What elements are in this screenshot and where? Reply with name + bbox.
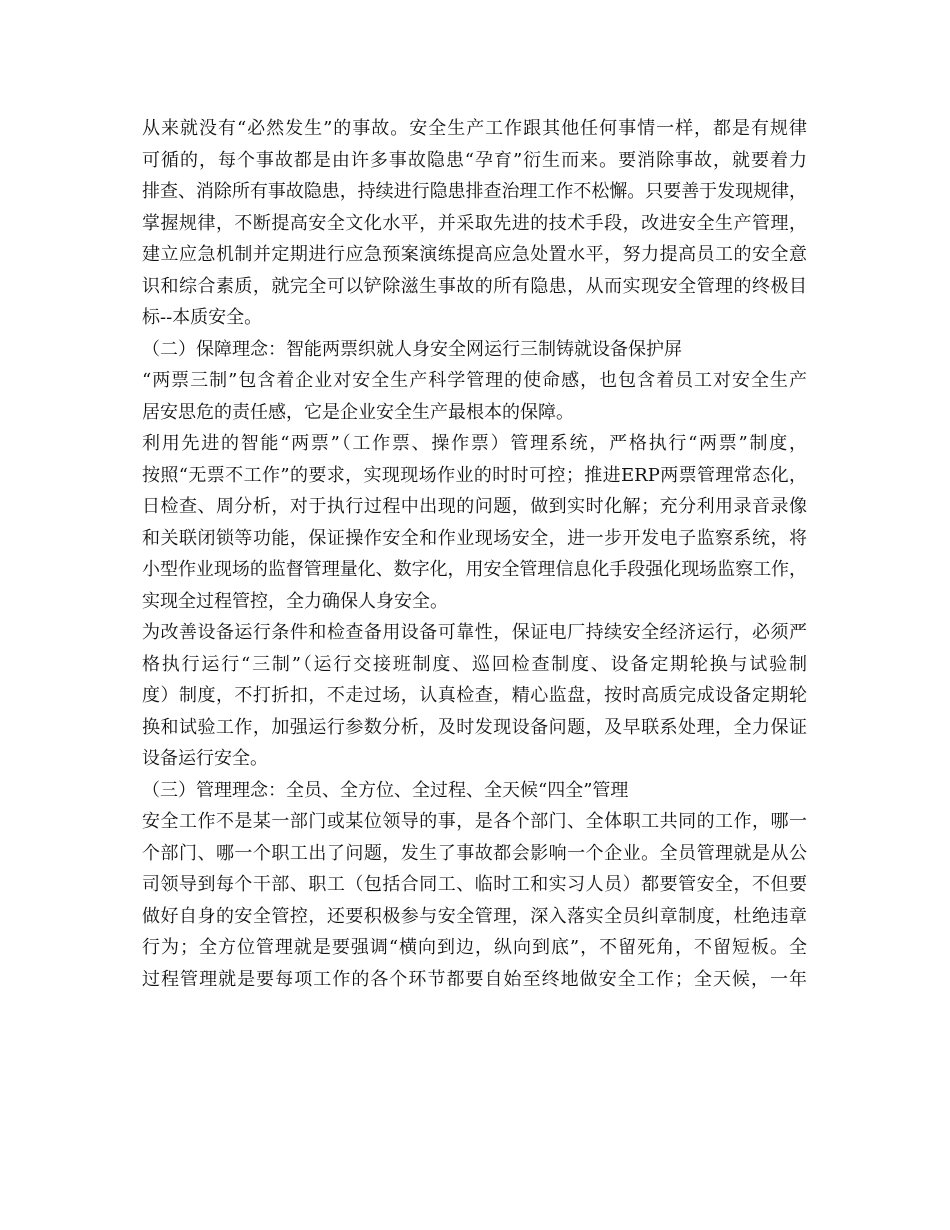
- document-line: 实现全过程管控，全力确保人身安全。: [142, 590, 448, 612]
- document-line: 格执行运行“三制”（运行交接班制度、巡回检查制度、设备定期轮换与试验制: [142, 653, 807, 675]
- document-line: 日检查、周分析，对于执行过程中出现的问题，做到实时化解；充分利用录音录像: [142, 496, 807, 517]
- document-line: 做好自身的安全管控，还要积极参与安全管理，深入落实全员纠章制度，杜绝违章: [142, 905, 807, 927]
- document-line: （二）保障理念：智能两票织就人身安全网运行三制铸就设备保护屏: [142, 338, 682, 360]
- document-line: 为改善设备运行条件和检查备用设备可靠性，保证电厂持续安全经济运行，必须严: [142, 622, 807, 643]
- document-line: 个部门、哪一个职工出了问题，发生了事故都会影响一个企业。全员管理就是从公: [142, 842, 807, 864]
- document-line: 按照“无票不工作”的要求，实现现场作业的时时可控；推进ERP两票管理常态化，: [142, 464, 807, 486]
- document-line: 利用先进的智能“两票”（工作票、操作票）管理系统，严格执行“两票”制度，: [142, 433, 807, 454]
- document-line: 建立应急机制并定期进行应急预案演练提高应急处置水平，努力提高员工的安全意: [142, 244, 807, 265]
- document-line: 司领导到每个干部、职工（包括合同工、临时工和实习人员）都要管安全，不但要: [142, 874, 807, 895]
- document-line: 掌握规律，不断提高安全文化水平，并采取先进的技术手段，改进安全生产管理，: [142, 212, 807, 234]
- document-body: [142, 113, 807, 995]
- document-line: “两票三制”包含着企业对安全生产科学管理的使命感，也包含着员工对安全生产: [142, 370, 807, 391]
- document-line: 识和综合素质，就完全可以铲除滋生事故的所有隐患，从而实现安全管理的终极目: [142, 275, 807, 297]
- document-line: 换和试验工作，加强运行参数分析，及时发现设备问题，及早联系处理，全力保证: [142, 716, 807, 738]
- document-line: 行为；全方位管理就是要强调“横向到边，纵向到底”，不留死角，不留短板。全: [142, 937, 807, 958]
- document-line: 和关联闭锁等功能，保证操作安全和作业现场安全，进一步开发电子监察系统，将: [142, 527, 807, 549]
- document-line: 可循的，每个事故都是由许多事故隐患“孕育”衍生而来。要消除事故，就要着力: [142, 149, 807, 171]
- document-line: （三）管理理念：全员、全方位、全过程、全天候“四全”管理: [142, 779, 629, 801]
- document-line: 排查、消除所有事故隐患，持续进行隐患排查治理工作不松懈。只要善于发现规律，: [142, 181, 807, 202]
- document-line: 度）制度，不打折扣，不走过场，认真检查，精心监盘，按时高质完成设备定期轮: [142, 685, 807, 706]
- document-line: 过程管理就是要每项工作的各个环节都要自始至终地做安全工作；全天候，一年: [142, 968, 807, 990]
- document-line: 居安思危的责任感，它是企业安全生产最根本的保障。: [142, 401, 574, 423]
- document-line: 安全工作不是某一部门或某位领导的事，是各个部门、全体职工共同的工作，哪一: [142, 811, 807, 832]
- document-line: 从来就没有“必然发生”的事故。安全生产工作跟其他任何事情一样，都是有规律: [142, 118, 807, 139]
- document-line: 标--本质安全。: [142, 307, 263, 328]
- document-line: 小型作业现场的监督管理量化、数字化，用安全管理信息化手段强化现场监察工作，: [142, 559, 807, 580]
- document-line: 设备运行安全。: [142, 748, 268, 769]
